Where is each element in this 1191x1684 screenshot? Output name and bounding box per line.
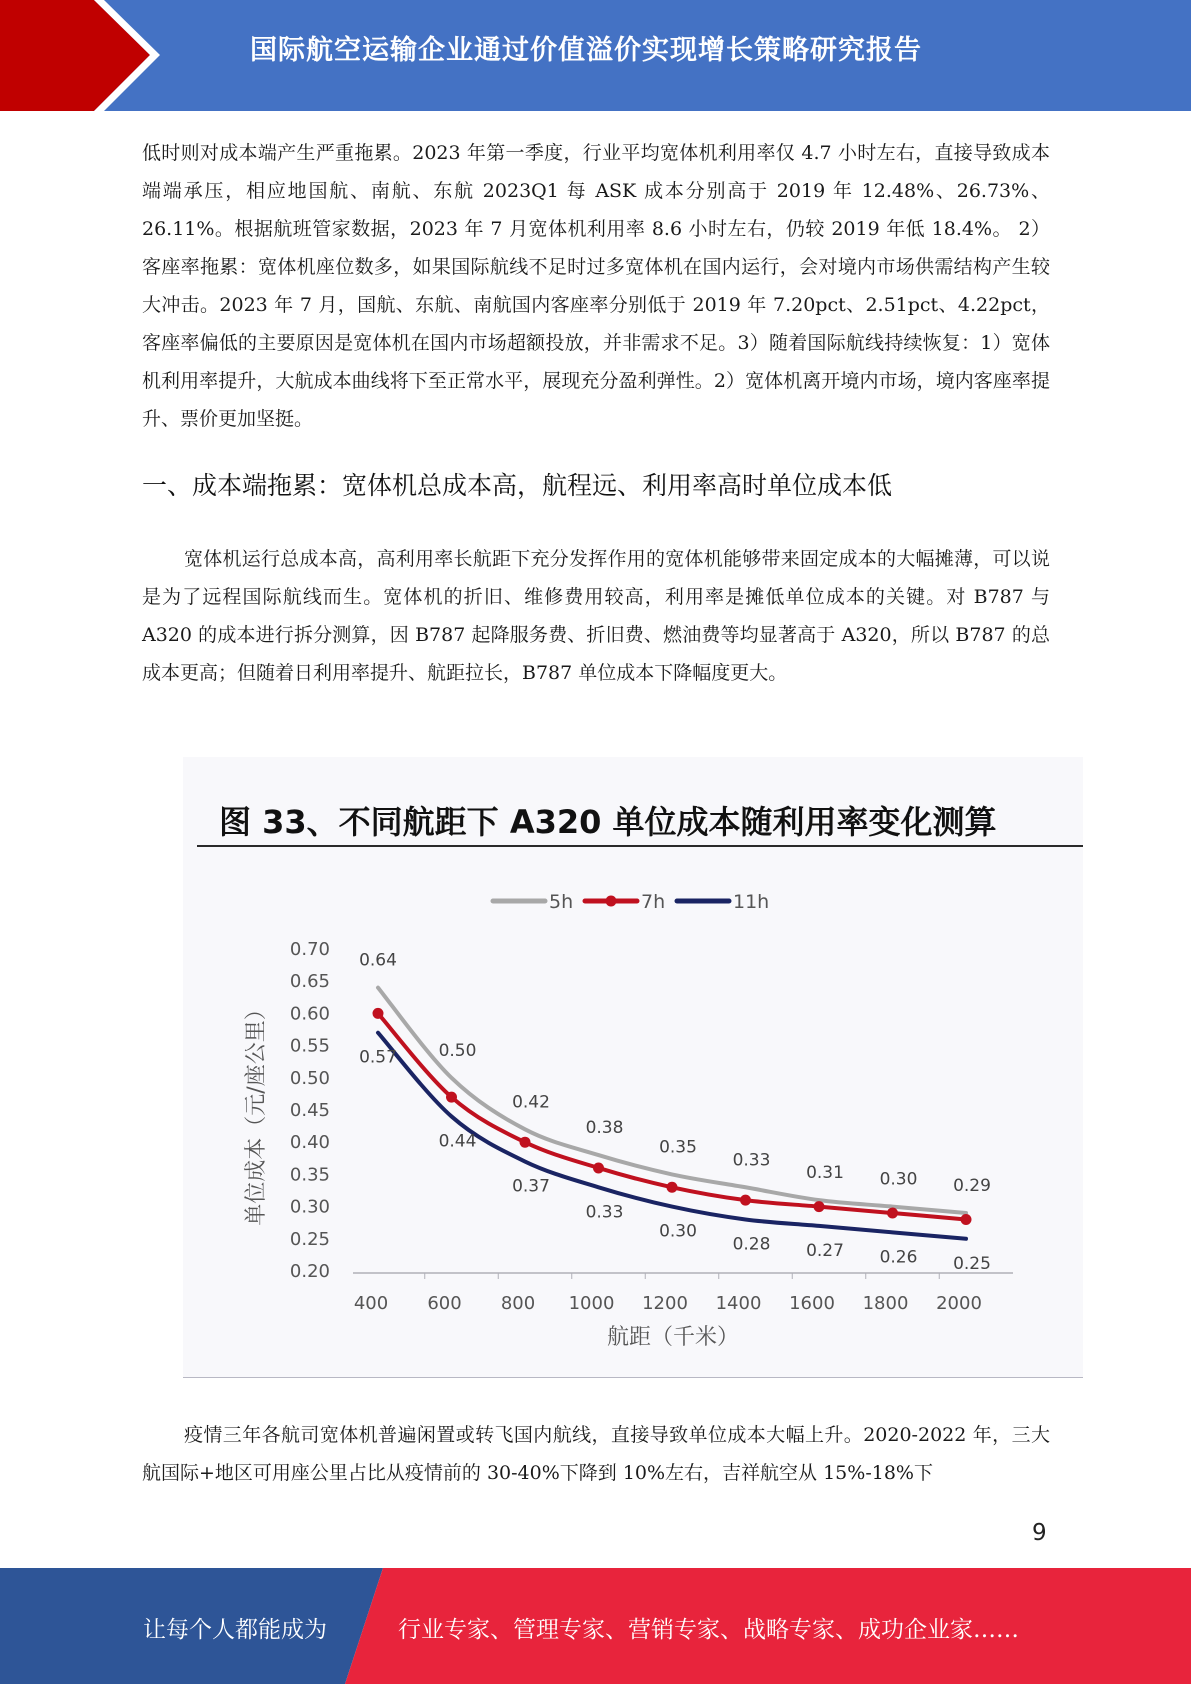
figure-33 xyxy=(183,757,1083,1378)
footer-slogan-left: 让每个人都能成为 xyxy=(143,1617,327,1643)
data-label-11h: 0.30 xyxy=(659,1221,697,1242)
x-tick-label: 600 xyxy=(427,1293,462,1314)
x-axis-title: 航距（千米） xyxy=(606,1325,740,1350)
series-point-7h xyxy=(373,1008,384,1019)
data-label-5h: 0.30 xyxy=(879,1169,918,1190)
data-label-5h: 0.42 xyxy=(512,1092,550,1113)
y-tick-label: 0.30 xyxy=(289,1196,330,1218)
x-tick-label: 1600 xyxy=(789,1293,835,1314)
x-tick-label: 1000 xyxy=(568,1293,615,1314)
y-tick-label: 0.35 xyxy=(289,1164,330,1186)
data-label-11h: 0.26 xyxy=(879,1247,918,1268)
y-tick-label: 0.50 xyxy=(289,1067,330,1089)
body-paragraph-3: 疫情三年各航司宽体机普遍闲置或转飞国内航线，直接导致单位成本大幅上升。2020-2022 年，三大航国际+地区可用座公里占比从疫情前的 30-40%下降到 10%左右，吉祥航空从 15%-18%下 xyxy=(142,1424,1050,1484)
page-footer xyxy=(0,1568,1191,1684)
y-tick-label: 0.45 xyxy=(289,1100,330,1121)
figure-title: 图 33、不同航距下 A320 单位成本随利用率变化测算 xyxy=(219,803,997,841)
data-label-5h: 0.50 xyxy=(438,1040,477,1061)
data-label-11h: 0.28 xyxy=(732,1234,771,1255)
data-label-11h: 0.25 xyxy=(953,1253,991,1274)
series-point-7h xyxy=(814,1201,825,1212)
data-label-5h: 0.33 xyxy=(732,1150,771,1171)
x-tick-label: 1800 xyxy=(862,1293,909,1314)
section-heading: 一、成本端拖累：宽体机总成本高，航程远、利用率高时单位成本低 xyxy=(142,471,893,500)
body-paragraph-1: 低时则对成本端产生严重拖累。2023 年第一季度，行业平均宽体机利用率仅 4.7 小时左右，直接导致成本端端承压，相应地国航、南航、东航 2023Q1 每 ASK 成本分别高于 2019 年 12.48%、26.73%、26.11%。根据航班管家数据，2023 年 7 月宽体机利用率 8.6 小时左右，仍较 2019 年低 18.4%。 2）客座率拖累：宽体机座位数多，如果国际航线不足时过多宽体机在国内运行，会对境内市场供需结构产生较大冲击。2023 年 7 月，国航、东航、南航国内客座率分别低于 2019 年 7.20pct、2.51pct、4.22pct，客座率偏低的主要原因是宽体机在国内市场超额投放，并非需求不足。3）随着国际航线持续恢复：1）宽体机利用率提升，大航成本曲线将下至正常水平，展现充分盈利弹性。2）宽体机离开境内市场，境内客座率提升、票价更加坚挺。 xyxy=(142,142,1050,430)
line-chart xyxy=(183,757,1083,1377)
series-point-7h xyxy=(740,1195,751,1206)
series-point-7h xyxy=(446,1092,457,1103)
x-tick-label: 1400 xyxy=(715,1293,762,1314)
series-point-7h xyxy=(520,1137,531,1148)
page-number: 9 xyxy=(1032,1520,1047,1546)
series-point-7h xyxy=(593,1162,604,1173)
series-point-7h xyxy=(667,1182,678,1193)
y-axis-title: 单位成本（元/座公里） xyxy=(244,998,269,1226)
x-tick-label: 2000 xyxy=(936,1293,982,1314)
y-tick-label: 0.60 xyxy=(289,1003,330,1025)
y-tick-label: 0.25 xyxy=(289,1228,330,1250)
red-chevron-shape xyxy=(0,0,150,111)
y-tick-label: 0.65 xyxy=(289,971,330,993)
series-point-7h xyxy=(961,1214,972,1225)
data-label-5h: 0.64 xyxy=(359,950,397,971)
legend-label-5h: 5h xyxy=(549,891,574,913)
data-label-5h: 0.38 xyxy=(585,1118,624,1139)
footer-slogan-right: 行业专家、管理专家、营销专家、战略专家、成功企业家…… xyxy=(398,1617,1019,1643)
x-tick-label: 800 xyxy=(500,1293,536,1314)
legend-label-7h: 7h xyxy=(641,891,666,913)
x-tick-label: 400 xyxy=(353,1293,389,1314)
data-label-5h: 0.29 xyxy=(953,1176,991,1197)
series-point-7h xyxy=(887,1208,898,1219)
legend-label-11h: 11h xyxy=(733,891,770,913)
data-label-11h: 0.27 xyxy=(806,1240,844,1261)
body-paragraph-2: 宽体机运行总成本高，高利用率长航距下充分发挥作用的宽体机能够带来固定成本的大幅摊薄，可以说是为了远程国际航线而生。宽体机的折旧、维修费用较高，利用率是摊低单位成本的关键。对 B787 与 A320 的成本进行拆分测算，因 B787 起降服务费、折旧费、燃油费等均显著高于 A320，所以 B787 的总成本更高；但随着日利用率提升、航距拉长，B787 单位成本下降幅度更大。 xyxy=(142,548,1050,684)
data-label-11h: 0.37 xyxy=(512,1176,550,1197)
y-tick-label: 0.55 xyxy=(289,1035,330,1057)
y-tick-label: 0.40 xyxy=(289,1132,330,1154)
data-label-5h: 0.35 xyxy=(659,1137,697,1158)
series-line-5h xyxy=(378,988,966,1213)
data-label-11h: 0.44 xyxy=(438,1131,477,1152)
data-label-5h: 0.31 xyxy=(806,1163,844,1184)
report-title: 国际航空运输企业通过价值溢价实现增长策略研究报告 xyxy=(250,35,922,66)
data-label-11h: 0.33 xyxy=(585,1202,624,1223)
y-tick-label: 0.20 xyxy=(289,1261,330,1282)
legend-marker-7h xyxy=(606,896,617,907)
page-header xyxy=(0,0,1191,111)
x-tick-label: 1200 xyxy=(642,1293,688,1314)
data-label-11h: 0.57 xyxy=(359,1047,397,1068)
y-tick-label: 0.70 xyxy=(289,939,330,960)
